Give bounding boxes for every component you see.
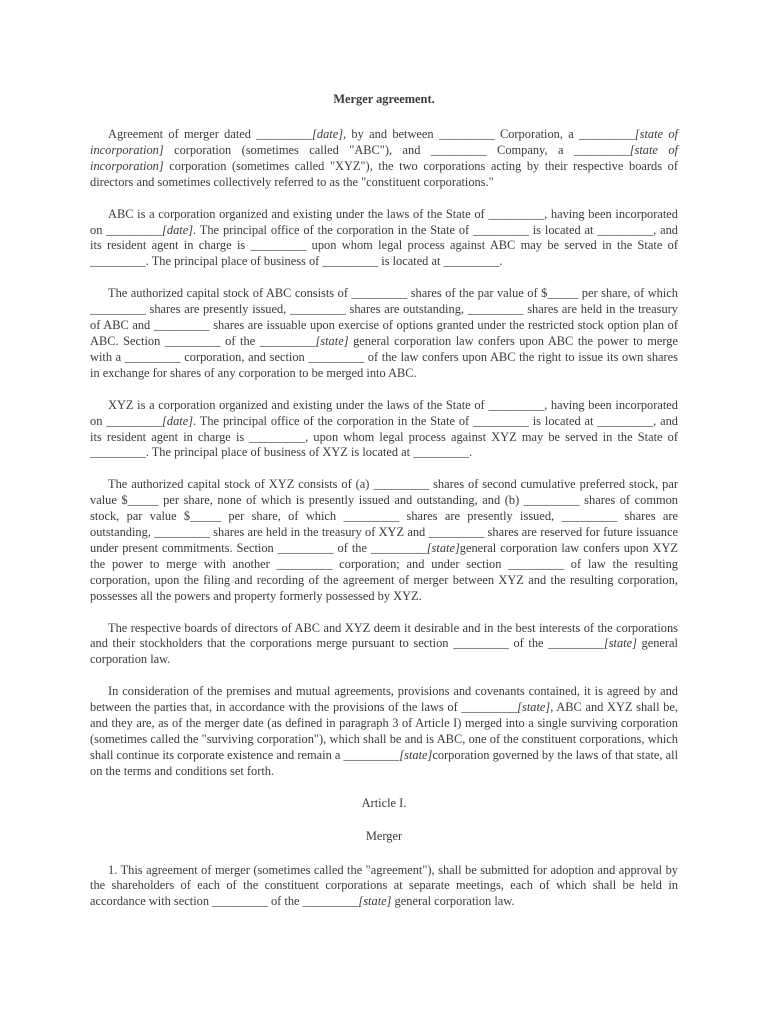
paragraph-consideration	[90, 684, 678, 779]
text-run: 1. This agreement of merger (sometimes called the "agreement"), shall be submitted for adoption and approval by the shareholders of each of the constituent corporations at separate meetings, each of which shall be held in accordance with section _________ of the _________	[90, 862, 678, 909]
text-run: corporation governed by the laws of that state, all on the terms and conditions set forth.	[90, 747, 679, 778]
placeholder-hint: [state of incorporation]	[90, 127, 678, 157]
text-run: . The principal office of the corporation in the State of _________ is located at _________, and its resident agent in charge is _________, upon whom legal process against XYZ may be served in the State of _________. The principal place of business of XYZ is located at _________.	[90, 413, 678, 460]
document-title: Merger agreement.	[333, 92, 435, 106]
article-heading: Article I.	[361, 795, 407, 810]
text-run: In consideration of the premises and mutual agreements, provisions and covenants contained, it is agreed by and between the parties that, in accordance with the provisions of the laws of _________	[90, 684, 678, 715]
paragraph-abc-organization	[90, 207, 678, 271]
placeholder-hint: [state]	[399, 747, 433, 762]
text-run: , ABC and XYZ shall be, and they are, as of the merger date (as defined in paragraph 3 of Article I) merged into a single surviving corporation (sometimes called the "surviving corporation"), which shall be and is ABC, one of the constituent corporations, which shall continue its corporate existence and remain a _________	[90, 700, 678, 762]
placeholder-hint: [state]	[315, 333, 349, 348]
text-run: corporation (sometimes called "XYZ"), the two corporations acting by their respective boards of directors and sometimes collectively referred to as the "constituent corporations."	[90, 158, 678, 189]
paragraph-agreement-parties	[90, 127, 678, 191]
text-run: XYZ is a corporation organized and existing under the laws of the State of _________, having been incorporated on _________	[90, 397, 678, 428]
placeholder-hint: [state]	[603, 636, 637, 651]
text-run: The authorized capital stock of ABC consists of _________ shares of the par value of $_____ per share, of which _________ shares are presently issued, _________ shares are outstanding, _________ shares are held in the treasury of ABC and _________ shares are issuable upon exercise of options granted under the restricted stock option plan of ABC. Section _________ of the _________	[90, 286, 678, 348]
placeholder-hint: [date]	[162, 222, 194, 237]
placeholder-hint: [date]	[312, 127, 344, 141]
article-subheading: Merger	[365, 828, 403, 843]
placeholder-hint: [state]	[358, 894, 392, 909]
text-run: ABC is a corporation organized and existing under the laws of the State of _________, having been incorporated on _________	[90, 206, 678, 237]
placeholder-hint: [state]	[517, 700, 551, 715]
text-run: corporation (sometimes called "ABC"), and _________ Company, a _________	[163, 142, 630, 157]
text-run: Agreement of merger dated _________	[108, 127, 313, 141]
paragraph-board-recital	[90, 621, 678, 669]
paragraph-xyz-organization	[90, 398, 678, 462]
paragraph-abc-capital-stock	[90, 286, 678, 381]
text-run: general corporation law.	[90, 636, 679, 667]
text-run: , by and between _________ Corporation, a _________	[343, 127, 635, 141]
text-run: The respective boards of directors of ABC and XYZ deem it desirable and in the best interests of the corporations and their stockholders that the corporations merge pursuant to section _________ of the _________	[90, 620, 678, 651]
text-run: general corporation law confers upon ABC the power to merge with a _________ corporation, and section _________ of the law confers upon ABC the right to issue its own shares in exchange for shares of any corporation to be merged into ABC.	[90, 333, 678, 380]
text-run: general corporation law confers upon XYZ the power to merge with another _________ corporation; and under section _________ of law the resulting corporation, upon the filing and recording of the agreement of merger between XYZ and the resulting corporation, possesses all the powers and property formerly possessed by XYZ.	[90, 540, 678, 603]
placeholder-hint: [state]	[426, 540, 460, 555]
text-run: The authorized capital stock of XYZ consists of (a) _________ shares of second cumulative preferred stock, par value $_____ per share, none of which is presently issued and outstanding, and (b) _________ shares of common stock, par value $_____ per share, of which _________ shares are presently issued, _________ shares are outstanding, _________ shares are held in the treasury of XYZ and _________ shares are reserved for future issuance under present commitments. Section _________ of the _________	[90, 477, 678, 555]
paragraph-xyz-capital-stock	[90, 477, 678, 604]
placeholder-hint: [date]	[162, 413, 194, 428]
preamble-section	[90, 127, 678, 780]
text-run: general corporation law.	[391, 894, 515, 909]
paragraph-article-1-section-1	[90, 863, 678, 911]
text-run: . The principal office of the corporation in the State of _________ is located at _________, and its resident agent in charge is _________ upon whom legal process against ABC may be served in the State of _________. The principal place of business of _________ is located at _________.	[90, 222, 678, 269]
placeholder-hint: [state of incorporation]	[90, 142, 678, 173]
